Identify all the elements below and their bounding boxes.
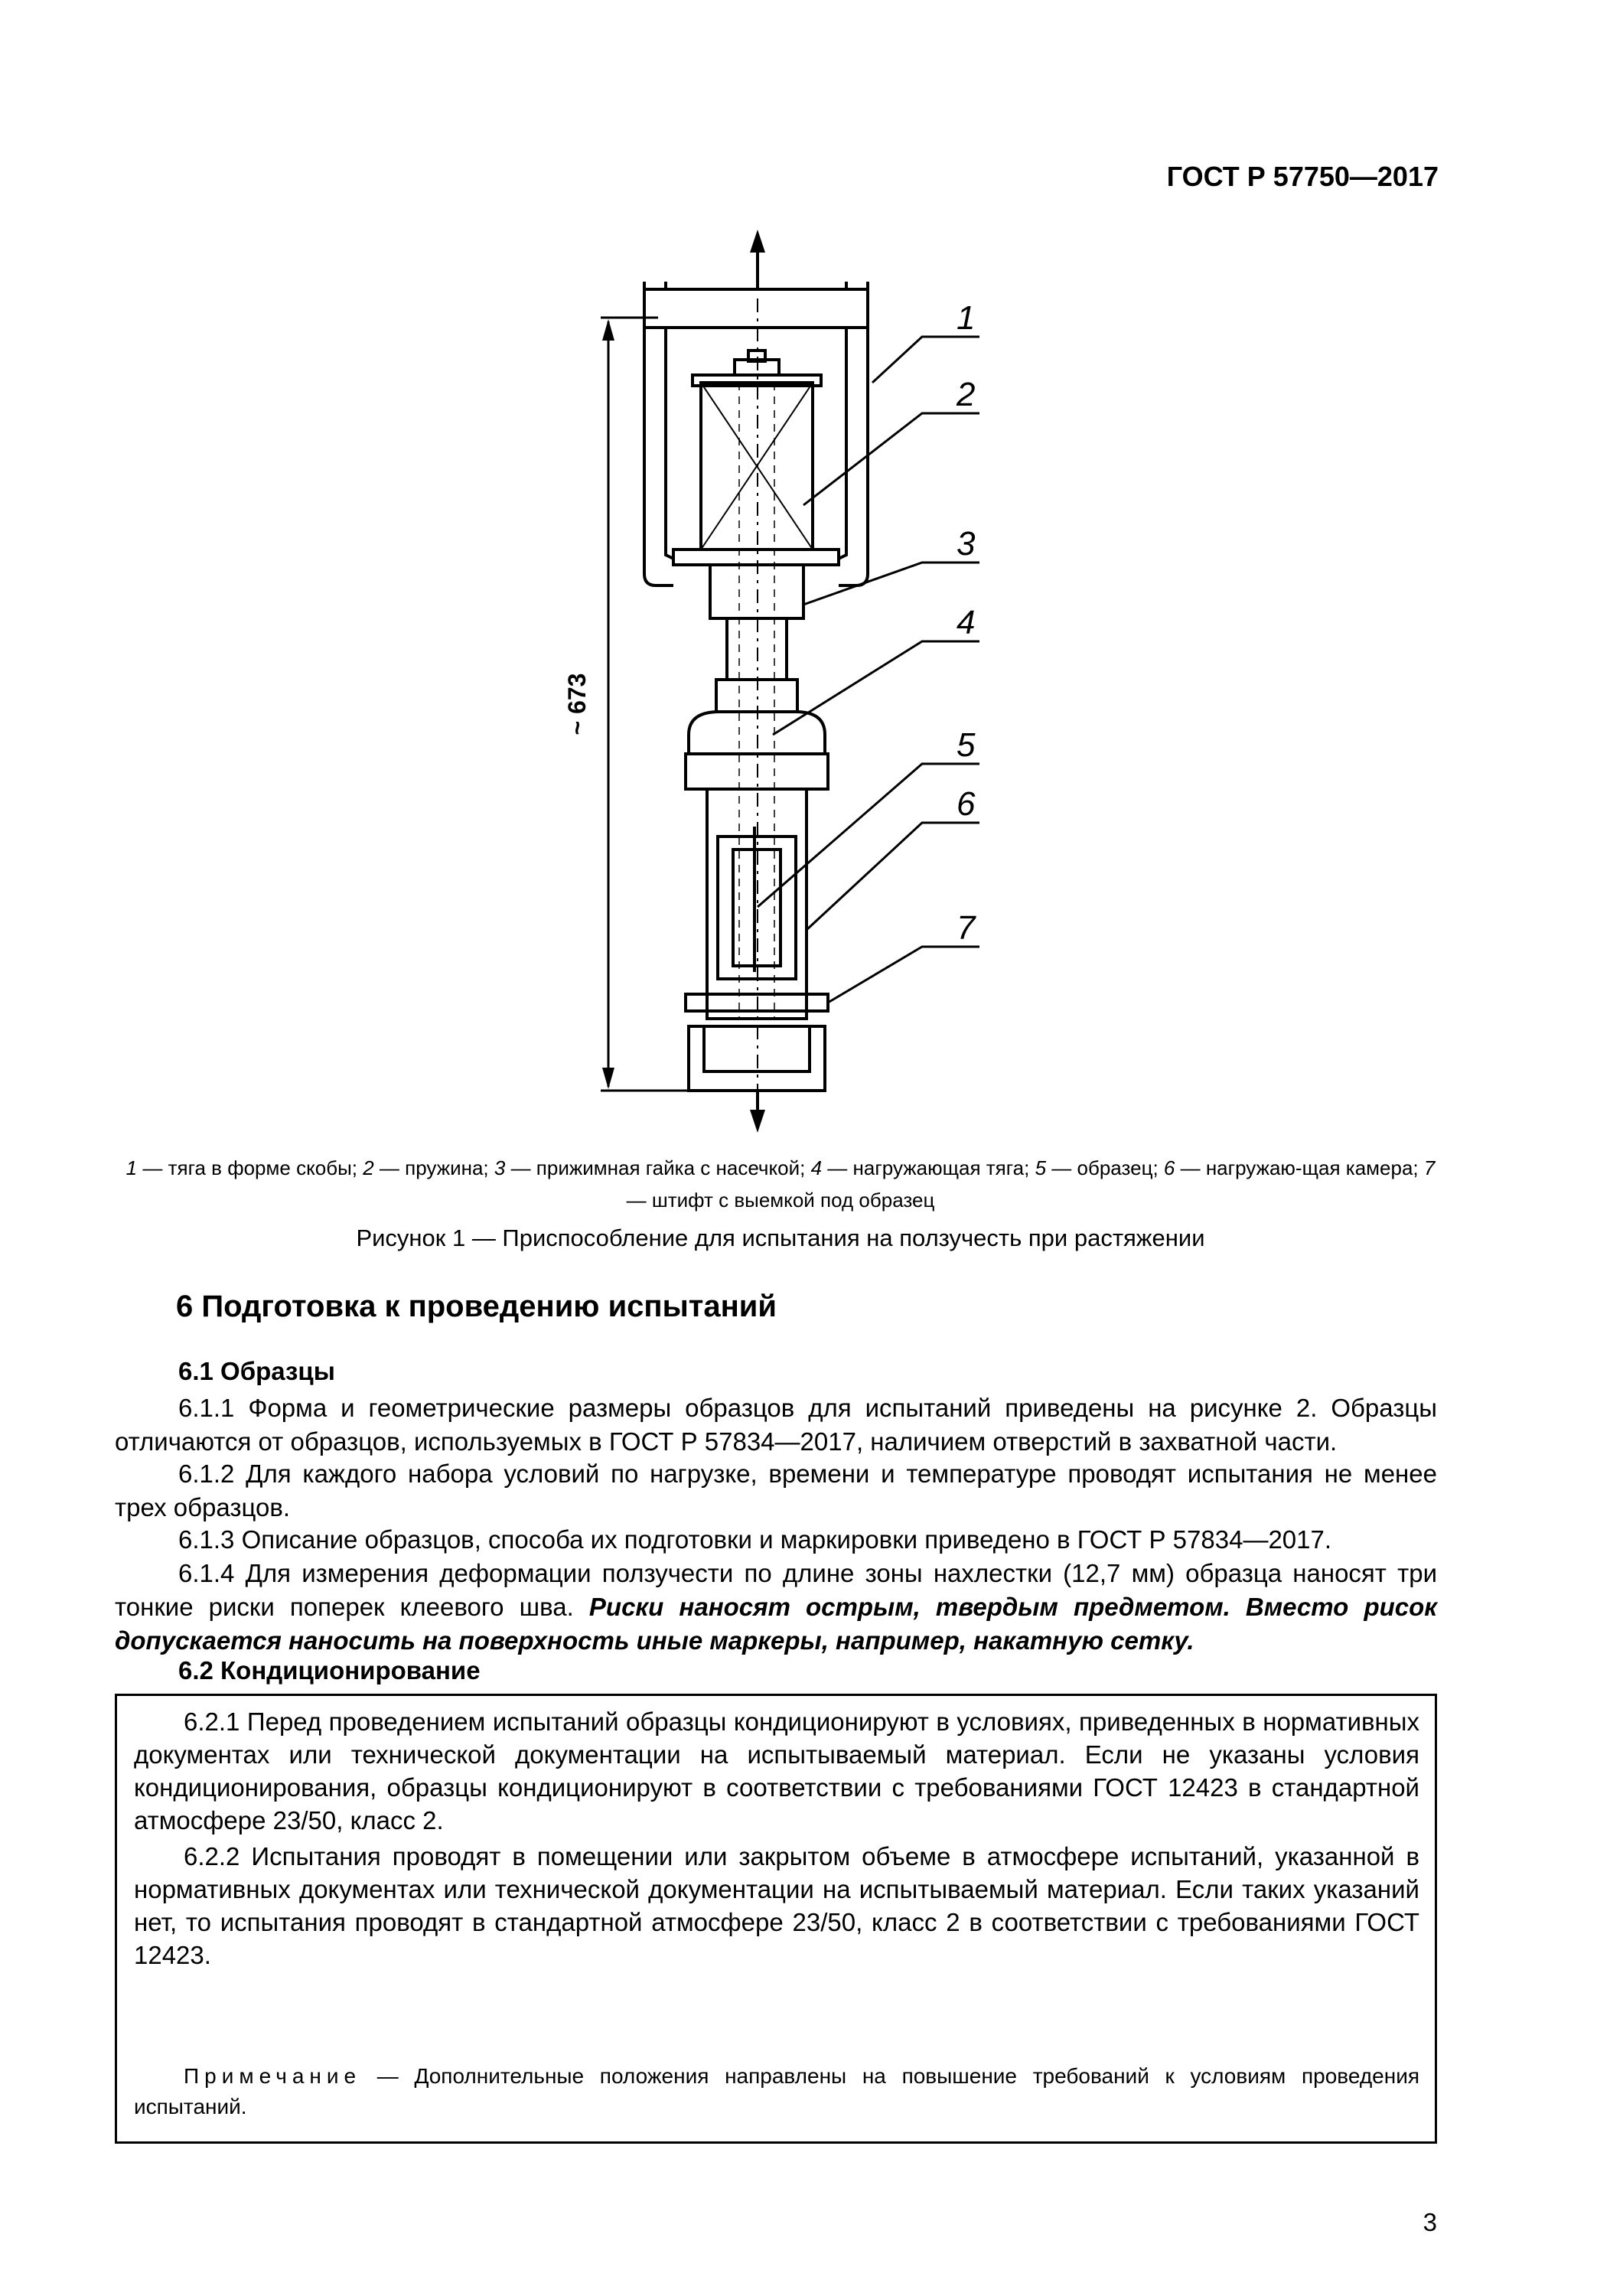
paragraph-6-2-2: 6.2.2 Испытания проводят в помещении или закрытом объеме в атмосфере испытаний, указанной в нормативных документах или технической документации на испытываемый материал. Если таких указаний нет, то испытания проводят в стандартной атмосфере 23/50, класс 2 в соответствии с требованиями ГОСТ 12423. (134, 1842, 1419, 1969)
legend-num: 5 (1035, 1156, 1047, 1179)
legend-num: 4 (810, 1156, 823, 1179)
note-text: — Дополнительные положения направлены на повышение требований к условиям проведения испытаний. (134, 2064, 1419, 2118)
page-number: 3 (1423, 2208, 1437, 2236)
paragraph-6-1-4 (115, 1557, 1437, 1658)
emphasized-text: Риски наносят острым, твердым предметом. Вместо рисок допускается наносить на поверхность иные маркеры, например, накатную сетку. (115, 1593, 1437, 1655)
legend-text: — нагружающая тяга; (822, 1156, 1035, 1179)
callout-7: 7 (957, 909, 976, 947)
section-heading: 6 Подготовка к проведению испытаний (176, 1290, 777, 1323)
paragraph-6-1-3: 6.1.3 Описание образцов, способа их подготовки и маркировки приведено в ГОСТ Р 57834—2017. (178, 1525, 1332, 1554)
subsection-heading: 6.1 Образцы (178, 1357, 335, 1385)
legend-text: — тяга в форме скобы; (137, 1156, 363, 1179)
legend-num: 6 (1163, 1156, 1175, 1179)
note-label: Примечание (184, 2064, 362, 2088)
paragraph-6-1-2: 6.1.2 Для каждого набора условий по нагрузке, времени и температуре проводят испытания не менее трех образцов. (115, 1459, 1437, 1521)
dimension-label: ~ 673 (563, 673, 591, 735)
paragraph-text: 6.1.4 Для измерения деформации ползучести по длине зоны нахлестки (12,7 мм) образца наносят три тонкие риски поперек клеевого шва. (115, 1559, 1437, 1621)
legend-text: — прижимная гайка с насечкой; (505, 1156, 811, 1179)
legend-text: — нагружаю-щая камера; (1175, 1156, 1424, 1179)
legend-text: — пружина; (373, 1156, 494, 1179)
legend-num: 7 (1423, 1156, 1436, 1179)
callout-4: 4 (957, 604, 976, 641)
note (134, 2061, 1419, 2122)
callout-3: 3 (957, 525, 976, 563)
legend-num: 1 (125, 1156, 138, 1179)
legend-num: 2 (363, 1156, 374, 1179)
legend-text: — образец; (1046, 1156, 1164, 1179)
framed-block (115, 1694, 1437, 2144)
legend-text: — штифт с выемкой под образец (626, 1189, 935, 1212)
figure-legend (115, 1152, 1446, 1216)
subsection-heading: 6.2 Кондиционирование (178, 1656, 481, 1684)
legend-num: 3 (494, 1156, 506, 1179)
fixture-drawing (536, 230, 1071, 1148)
callout-2: 2 (957, 376, 976, 413)
callout-6: 6 (957, 785, 976, 823)
callout-1: 1 (957, 299, 976, 337)
paragraph-6-1-1: 6.1.1 Форма и геометрические размеры образцов для испытаний приведены на рисунке 2. Образцы отличаются от образцов, используемых в ГОСТ Р 57834—2017, наличием отверстий в захватной части. (115, 1394, 1437, 1456)
figure-caption: Рисунок 1 — Приспособление для испытания на ползучесть при растяжении (356, 1225, 1205, 1251)
paragraph-6-2-1: 6.2.1 Перед проведением испытаний образцы кондиционируют в условиях, приведенных в нормативных документах или технической документации на испытываемый материал. Если не указаны условия кондиционирования, образцы кондиционируют в соответствии с требованиями ГОСТ 12423 в стандартной атмосфере 23/50, класс 2. (134, 1707, 1419, 1835)
callout-5: 5 (957, 726, 976, 764)
standard-code: ГОСТ Р 57750—2017 (1166, 161, 1439, 192)
